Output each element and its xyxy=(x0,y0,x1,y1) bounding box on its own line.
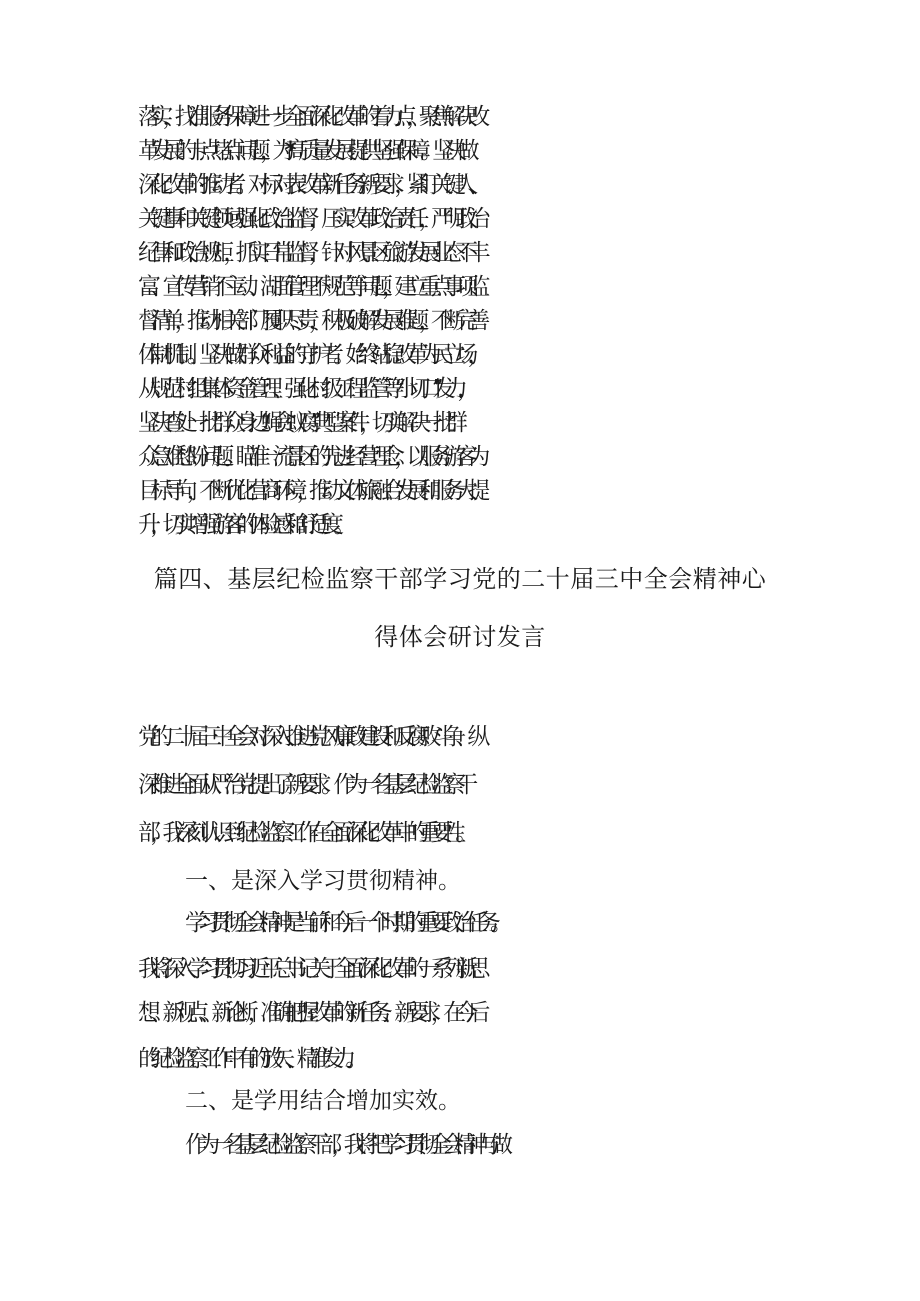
paragraph-line: 学习贯彻全会精神是当前和今后一个时期的重要政治任务。 xyxy=(185,910,503,936)
paragraph-line: 的纪检监察工作中有的放矢、精准发力。 xyxy=(138,1046,358,1072)
paragraph-line: 革发展的卡点堵点问题，为**高质量发展提供坚强保障。坚决做 xyxy=(138,138,469,164)
paragraph-line: 体制机制。坚决做群众利益的守护者。始终站稳改革为民立场， xyxy=(138,342,480,368)
paragraph-line: 党的二十届三中全会对深入推进党风廉政建设和反腐败斗争、纵 xyxy=(138,724,480,750)
paragraph-line: 督清单，推动相关部门履职尽责，积极破解发展难题，不断完善 xyxy=(138,308,480,334)
section-title-line-1: 篇四、基层纪检监察干部学习党的二十届三中全会精神心 xyxy=(153,565,767,593)
paragraph-line: 坚决查处一批群众身边“蝇贪蚁腐”典型案件，切实解决一批群 xyxy=(138,410,458,436)
paragraph-line: 作为一名基层纪检监察干部，我将把学习贯彻全会精神与做 xyxy=(185,1132,503,1158)
paragraph-line: 富、宣传营销不主动、湖面管理不规范等问题，建立重点事项监 xyxy=(138,274,480,300)
paragraph-line: 部，我深刻认识到纪检监察工作在全面深化改革中的重要性。 xyxy=(138,820,468,846)
point-one-heading: 一、是深入学习贯彻精神。 xyxy=(185,868,461,894)
paragraph-line: 升，切实增强游客的体验感和舒适度。 xyxy=(138,512,346,538)
section-title-line-2: 得体会研讨发言 xyxy=(374,623,546,651)
paragraph-line: 众急难愁盼问题。瞄准一流景区的先进经营理念，以服务游客为 xyxy=(138,444,480,470)
paragraph-line: 落实，找准服务保障进一步全面深化改革的着力点，聚焦解决改 xyxy=(138,104,480,130)
paragraph-line: 深化改革的推动者。对标对表改革新任务新要求，紧盯关键人、 xyxy=(138,172,480,198)
paragraph-line: 深推进全面从严治党提出了新要求。作为一名基层纪检监察干 xyxy=(138,772,468,798)
paragraph-line: 我将深入学习贯彻习近平总书记关于全面深化改革的一系列新思 xyxy=(138,956,480,982)
paragraph-line: 想、新观点、新论断，准确把握改革的新任务、新要求，在今后 xyxy=(138,1000,480,1026)
paragraph-line: 目标导向，不断优化营商环境，推动文体旅融合发展和服务大提 xyxy=(138,478,480,504)
point-two-heading: 二、是学用结合增加实效。 xyxy=(185,1088,461,1114)
paragraph-line: 从规范村组集体资金管理、强化村级工程监管等“小切口”发力， xyxy=(138,376,470,402)
paragraph-line: 纪律和政治规矩，抓实日常监督，针对风景区旅游发展业态不丰 xyxy=(138,240,480,266)
paragraph-line: 关键事和关键领域强化政治监督，压实改革政治责任，严明政治 xyxy=(138,206,480,232)
